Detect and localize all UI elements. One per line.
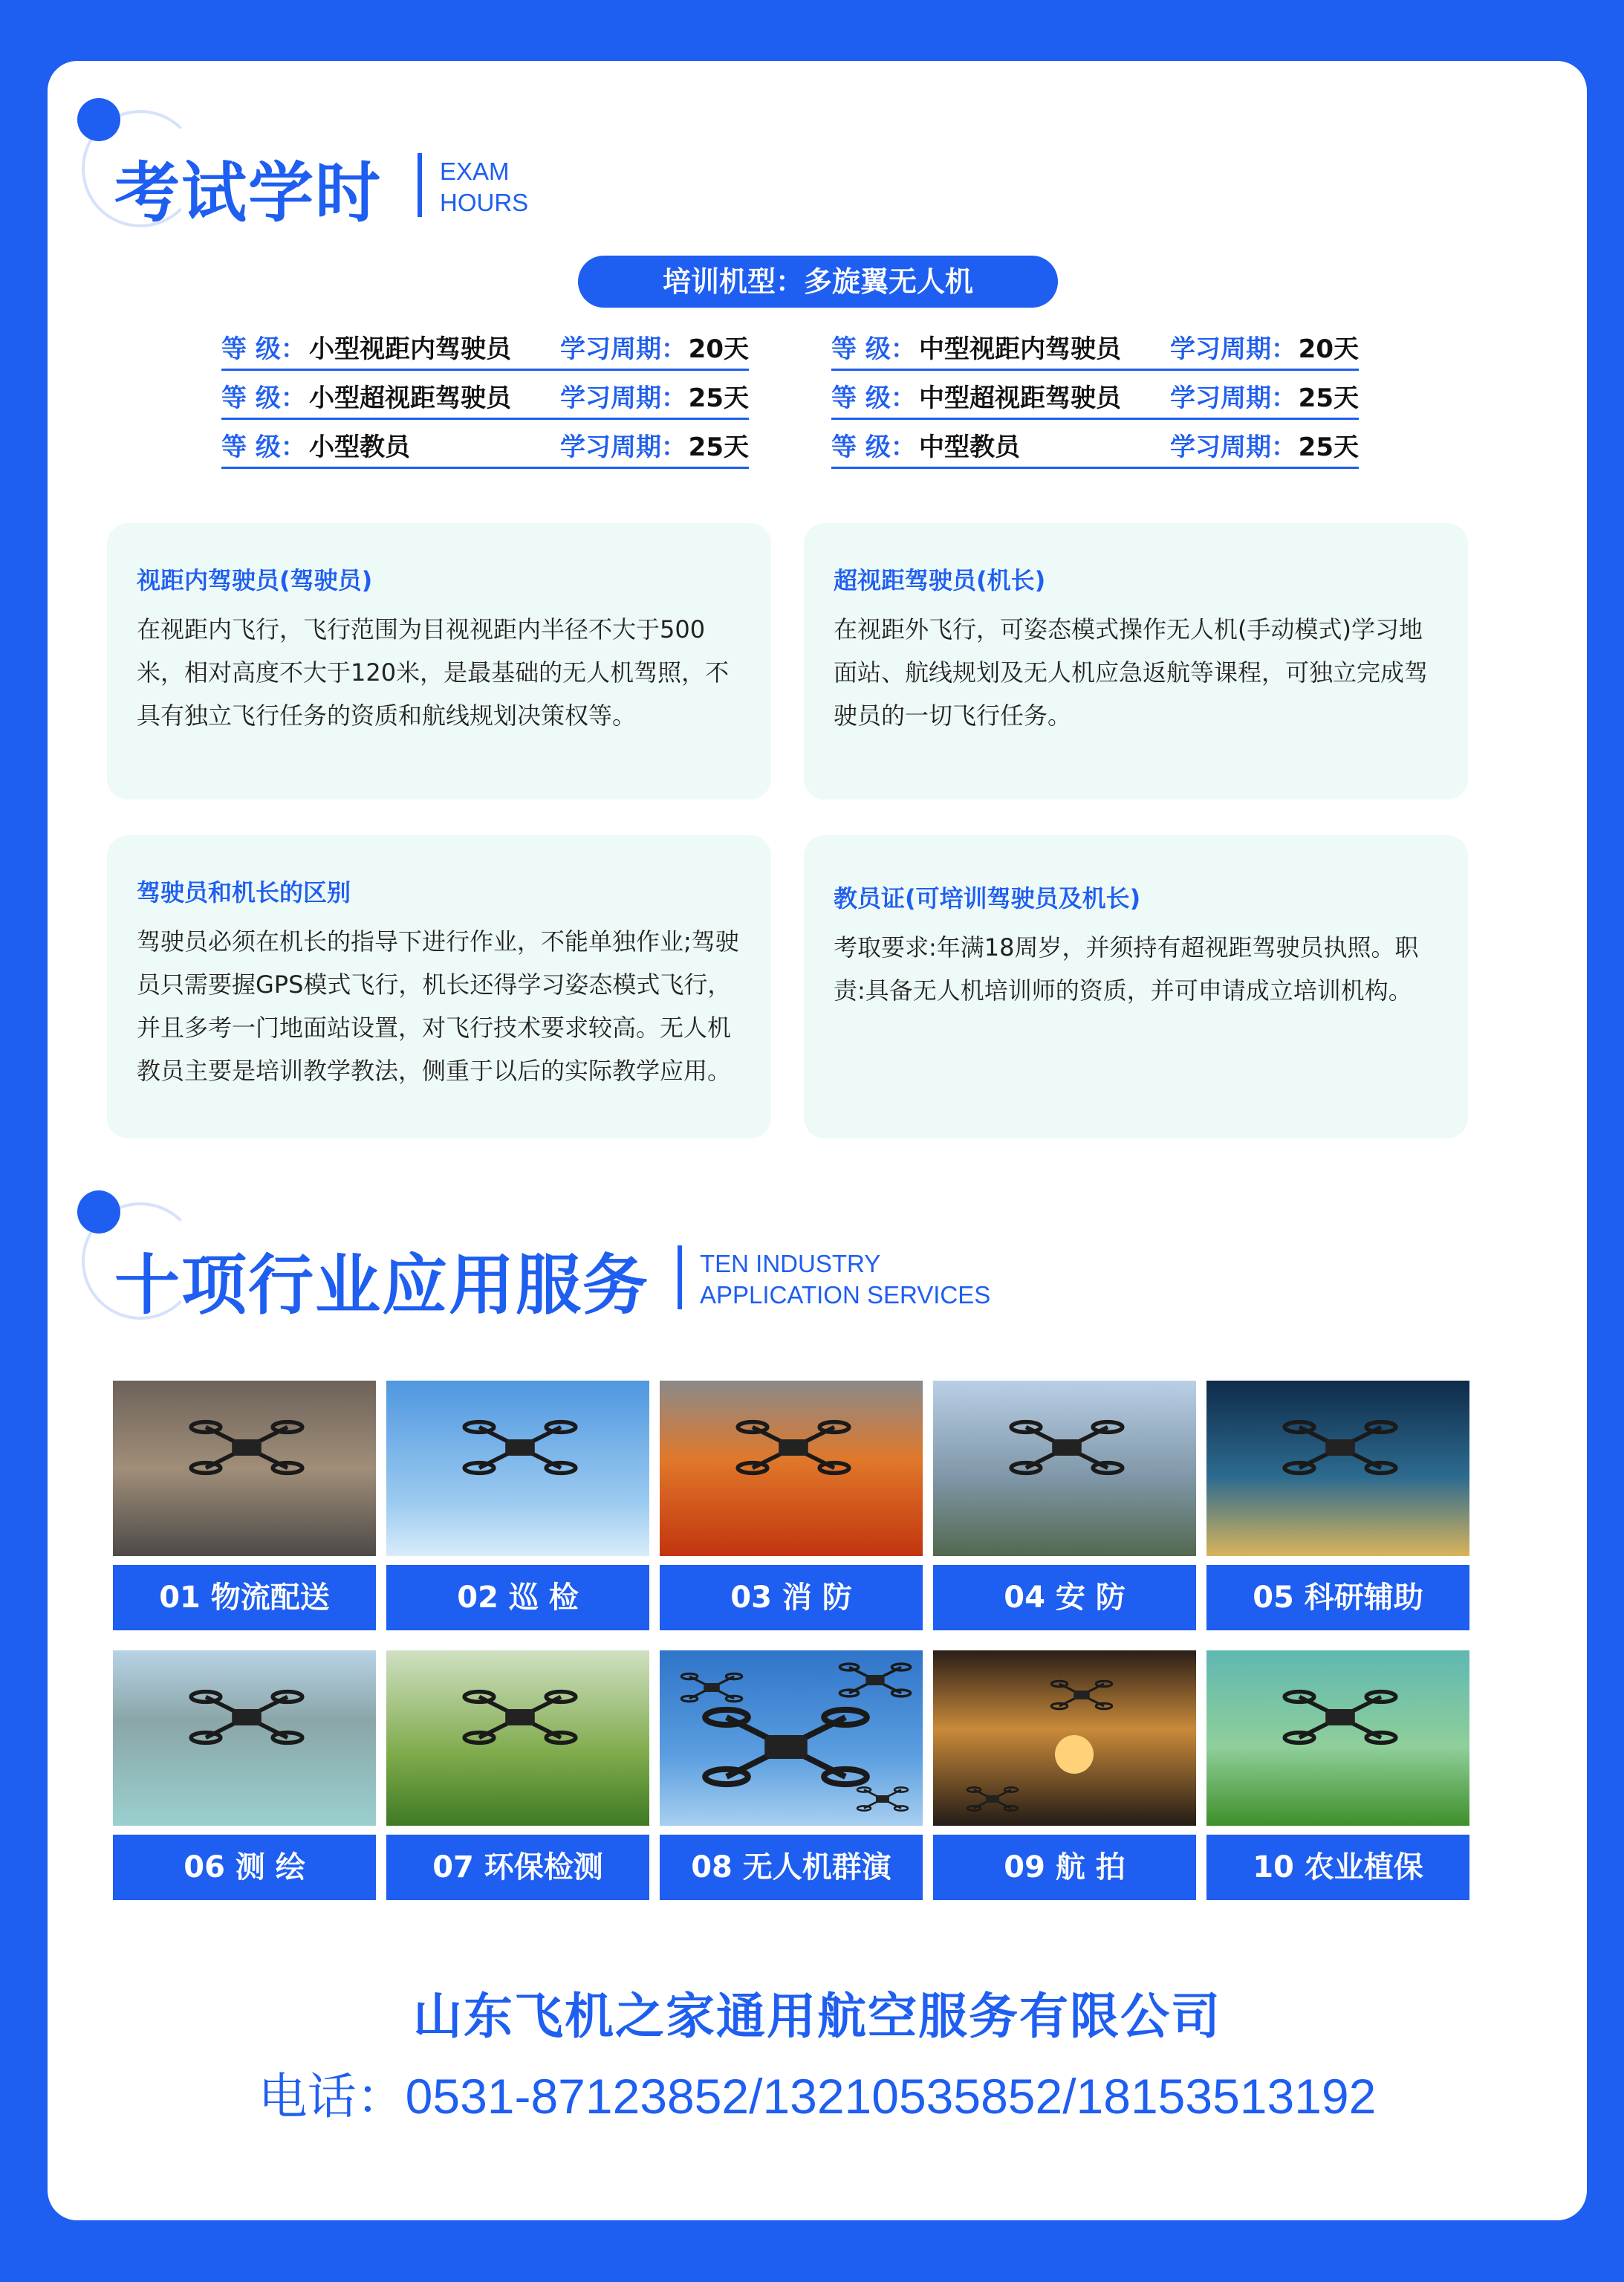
level-name: 中型教员 [919,432,1020,462]
drone-firefighting-photo [660,1381,923,1556]
service-tile [113,1650,376,1900]
en-title-line-2: APPLICATION SERVICES [700,1281,991,1309]
info-box-text: 考取要求:年满18周岁，并须持有超视距驾驶员执照。职责:具备无人机培训师的资质，并可申请成立培训机构。 [834,933,1419,1005]
level-row [831,379,1359,420]
service-label: 02 巡 检 [386,1565,649,1630]
services-en-title [700,1248,990,1311]
training-type-pill: 培训机型：多旋翼无人机 [578,256,1058,308]
period-label: 学习周期： [1170,383,1296,413]
info-box-text: 驾驶员必须在机长的指导下进行作业，不能单独作业;驾驶员只需要握GPS模式飞行，机长还得学习姿态模式飞行，并且多考一门地面站设置，对飞行技术要求较高。无人机教员主要是培训教学教法，侧重于以后的实际教学应用。 [137,927,739,1085]
level-label: 等 级： [831,432,916,462]
info-box-text: 在视距外飞行，可姿态模式操作无人机(手动模式)学习地面站、航线规划及无人机应急返航等课程，可独立完成驾驶员的一切飞行任务。 [834,615,1429,730]
info-box-instructor [804,835,1468,1138]
level-label: 等 级： [831,334,916,364]
info-box-line-of-sight [107,523,771,800]
period-value: 20天 [1298,334,1359,364]
level-label: 等 级： [831,383,916,413]
exam-hours-header [77,98,597,247]
flyer-card [48,61,1587,2220]
header-dot-decoration [77,98,120,141]
en-title-line-1: EXAM [440,158,510,185]
service-tile [660,1650,923,1900]
period-value: 25天 [1298,383,1359,413]
period-label: 学习周期： [560,432,686,462]
service-label: 07 环保检测 [386,1835,649,1900]
company-name: 山东飞机之家通用航空服务有限公司 [413,1988,1221,2045]
service-tile [386,1381,649,1630]
level-name: 中型超视距驾驶员 [919,383,1121,413]
service-label: 08 无人机群演 [660,1835,923,1900]
service-label: 04 安 防 [933,1565,1196,1630]
service-label: 03 消 防 [660,1565,923,1630]
service-tile [1206,1650,1469,1900]
drone-swarm-photo [660,1650,923,1826]
service-tile [933,1381,1196,1630]
level-row [221,330,749,371]
level-label: 等 级： [221,334,306,364]
service-label: 05 科研辅助 [1206,1565,1469,1630]
period-label: 学习周期： [560,334,686,364]
header-divider [678,1245,682,1309]
services-header [77,1190,1043,1339]
header-divider [418,153,422,217]
period-value: 25天 [688,432,749,462]
en-title-line-1: TEN INDUSTRY [700,1250,881,1277]
info-box-text: 在视距内飞行，飞行范围为目视视距内半径不大于500米，相对高度不大于120米，是最基础的无人机驾照，不具有独立飞行任务的资质和航线规划决策权等。 [137,615,730,730]
info-box-heading: 驾驶员和机长的区别 [137,878,351,907]
period-label: 学习周期： [1170,432,1296,462]
exam-hours-title: 考试学时 [114,155,383,231]
drone-security-photo [933,1381,1196,1556]
service-tile [1206,1381,1469,1630]
period-value: 25天 [1298,432,1359,462]
service-label: 01 物流配送 [113,1565,376,1630]
level-row [831,330,1359,371]
service-tile [933,1650,1196,1900]
drone-research-photo [1206,1381,1469,1556]
info-box-difference [107,835,771,1138]
service-tile [113,1381,376,1630]
exam-hours-en-title [440,156,528,218]
service-tile [660,1381,923,1630]
drone-logistics-photo [113,1381,376,1556]
info-box-beyond-sight [804,523,1468,800]
period-label: 学习周期： [560,383,686,413]
level-name: 中型视距内驾驶员 [919,334,1121,364]
level-row [831,428,1359,469]
period-value: 25天 [688,383,749,413]
services-title: 十项行业应用服务 [114,1247,650,1323]
level-row [221,379,749,420]
info-box-heading: 视距内驾驶员(驾驶员) [137,566,373,594]
info-box-heading: 超视距驾驶员(机长) [834,566,1046,594]
contact-phone: 电话：0531-87123852/13210535852/18153513192 [258,2069,1377,2124]
service-label: 09 航 拍 [933,1835,1196,1900]
drone-agriculture-photo [1206,1650,1469,1826]
info-box-heading: 教员证(可培训驾驶员及机长) [834,884,1141,913]
service-label: 06 测 绘 [113,1835,376,1900]
level-label: 等 级： [221,432,306,462]
drone-environment-photo [386,1650,649,1826]
service-label: 10 农业植保 [1206,1835,1469,1900]
period-label: 学习周期： [1170,334,1296,364]
drone-mapping-photo [113,1650,376,1826]
level-row [221,428,749,469]
header-dot-decoration [77,1190,120,1234]
level-name: 小型超视距驾驶员 [309,383,511,413]
level-label: 等 级： [221,383,306,413]
drone-inspection-photo [386,1381,649,1556]
drone-aerial-photo [933,1650,1196,1826]
level-name: 小型教员 [309,432,410,462]
service-tile [386,1650,649,1900]
period-value: 20天 [688,334,749,364]
level-name: 小型视距内驾驶员 [309,334,511,364]
en-title-line-2: HOURS [440,189,529,216]
